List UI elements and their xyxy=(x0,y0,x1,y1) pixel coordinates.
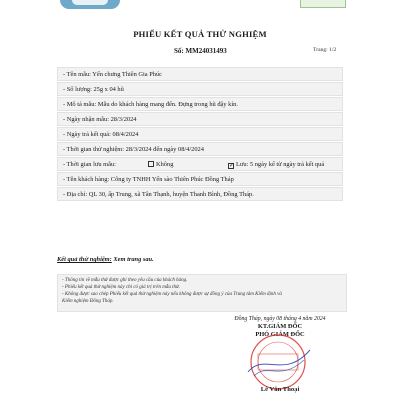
result-label: Kết quả thử nghiệm: xyxy=(57,256,112,263)
note-line: - Thông tin về mẫu thử được ghi theo yêu cầu của khách hàng. xyxy=(62,278,188,283)
signer-position-1: KT.GIÁM ĐỐC xyxy=(257,323,303,330)
result-line xyxy=(57,256,154,263)
document-title: PHIẾU KẾT QUẢ THỬ NGHIỆM xyxy=(133,29,267,39)
field-sample-name: - Tên mẫu: Yến chưng Thiên Gia Phúc xyxy=(57,67,343,81)
note-line: Kiểm nghiệm Đồng Tháp. xyxy=(62,299,114,304)
field-received-date: - Ngày nhận mẫu: 28/3/2024 xyxy=(57,112,343,126)
field-customer-name: - Tên khách hàng: Công ty TNHH Yến sào Thiên Phúc Đồng Tháp xyxy=(57,172,343,186)
storage-option-yes: ✓ Lưu: 5 ngày kể từ ngày trả kết quả xyxy=(229,161,325,169)
storage-option-no: Không xyxy=(148,158,173,172)
checkbox-yes-checked: ✓ xyxy=(229,162,235,169)
result-value: Xem trang sau. xyxy=(113,256,154,263)
notes-box xyxy=(57,274,347,312)
note-line: - Không được sao chép Phiếu kết quả thử nghiệm này nếu không được sự đồng ý của Trung tâm Kiểm định và xyxy=(62,292,282,297)
field-storage-time: - Thời gian lưu mẫu: Không ✓ Lưu: 5 ngày kể từ ngày trả kết quả xyxy=(57,157,343,171)
place-date: Đồng Tháp, ngày 08 tháng 4 năm 2024 xyxy=(234,316,326,322)
signer-name: Lê Văn Thoại xyxy=(260,386,300,393)
field-address: - Địa chỉ: QL 30, ấp Trung, xã Tân Thạnh, huyện Thanh Bình, Đồng Tháp. xyxy=(57,187,343,201)
signer-position-2: PHÓ GIÁM ĐỐC xyxy=(255,331,305,338)
field-description: - Mô tả mẫu: Mẫu do khách hàng mang đến. Đựng trong hũ đậy kín. xyxy=(57,97,343,111)
note-line: - Phiếu kết quả thử nghiệm này chỉ có giá trị trên mẫu thử. xyxy=(62,285,180,290)
checkbox-no xyxy=(148,161,154,167)
field-test-period: - Thời gian thử nghiệm: 28/3/2024 đến ngày 08/4/2024 xyxy=(57,142,343,156)
organization-logo xyxy=(60,0,120,9)
document-number: Số: MM24031493 xyxy=(174,47,227,55)
official-seal-icon xyxy=(244,332,312,390)
field-quantity: - Số lượng: 25g x 04 hũ xyxy=(57,82,343,96)
accreditation-logo xyxy=(300,0,346,8)
page-indicator: Trang: 1/2 xyxy=(313,47,337,53)
field-return-date: - Ngày trả kết quả: 08/4/2024 xyxy=(57,127,343,141)
